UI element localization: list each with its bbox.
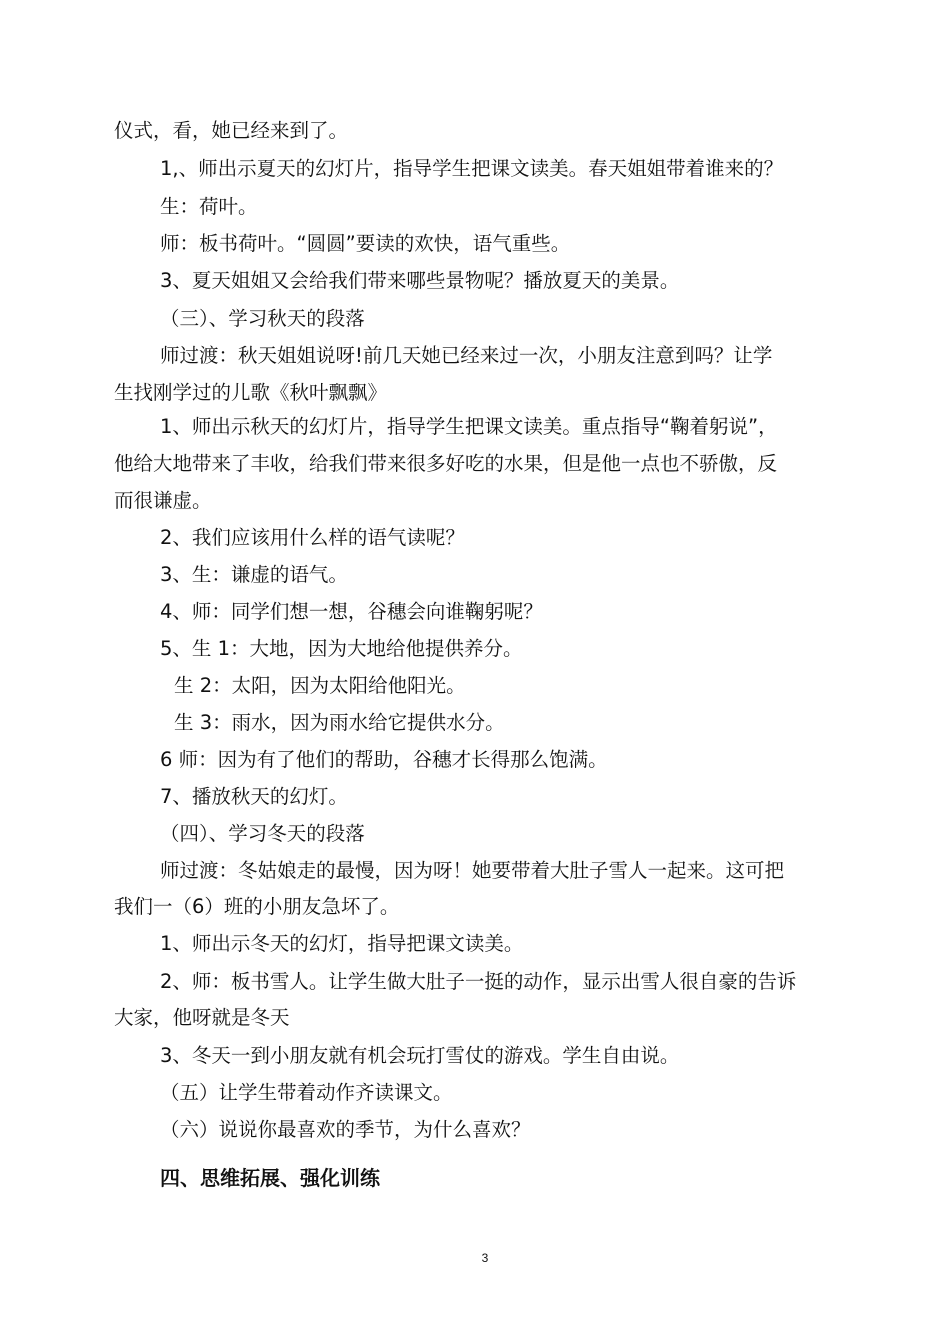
- text-line: 师：板书荷叶。“圆圆”要读的欢快，语气重些。: [160, 232, 571, 255]
- text-line: 2、我们应该用什么样的语气读呢？: [160, 526, 465, 549]
- text-line: 6 师：因为有了他们的帮助，谷穗才长得那么饱满。: [160, 748, 608, 771]
- text-line: 他给大地带来了丰收，给我们带来很多好吃的水果，但是他一点也不骄傲，反: [114, 452, 778, 475]
- text-line: 3、冬天一到小朋友就有机会玩打雪仗的游戏。学生自由说。: [160, 1044, 680, 1067]
- section-subheading: （五）让学生带着动作齐读课文。: [160, 1081, 453, 1104]
- text-line: 而很谦虚。: [114, 489, 212, 512]
- section-subheading: （四）、学习冬天的段落: [160, 822, 365, 845]
- text-line: 仪式，看，她已经来到了。: [114, 119, 349, 142]
- text-line: 3、生：谦虚的语气。: [160, 563, 348, 586]
- section-heading: 四、思维拓展、强化训练: [160, 1166, 380, 1190]
- text-line: 生找刚学过的儿歌《秋叶飘飘》: [114, 381, 388, 404]
- section-subheading: （六）说说你最喜欢的季节，为什么喜欢？: [160, 1118, 531, 1141]
- section-subheading: （三）、学习秋天的段落: [160, 307, 365, 330]
- text-line: 7、播放秋天的幻灯。: [160, 785, 348, 808]
- text-line: 3、夏天姐姐又会给我们带来哪些景物呢？播放夏天的美景。: [160, 269, 680, 292]
- text-line: 1,、师出示夏天的幻灯片，指导学生把课文读美。春天姐姐带着谁来的？: [160, 157, 784, 180]
- text-line: 生 2：太阳，因为太阳给他阳光。: [174, 674, 466, 697]
- text-line: 师过渡：冬姑娘走的最慢，因为呀！她要带着大肚子雪人一起来。这可把: [160, 859, 785, 882]
- text-line: 我们一（6）班的小朋友急坏了。: [114, 895, 400, 918]
- page-number: 3: [481, 1251, 489, 1265]
- text-line: 生 3：雨水，因为雨水给它提供水分。: [174, 711, 505, 734]
- text-line: 1、师出示冬天的幻灯，指导把课文读美。: [160, 932, 524, 955]
- text-line: 生：荷叶。: [160, 195, 258, 218]
- text-line: 大家，他呀就是冬天: [114, 1006, 290, 1029]
- text-line: 2、师：板书雪人。让学生做大肚子一挺的动作，显示出雪人很自豪的告诉: [160, 970, 797, 993]
- text-line: 5、生 1：大地，因为大地给他提供养分。: [160, 637, 523, 660]
- text-line: 4、师：同学们想一想，谷穗会向谁鞠躬呢？: [160, 600, 543, 623]
- text-line: 1、师出示秋天的幻灯片，指导学生把课文读美。重点指导“鞠着躬说”，: [160, 415, 778, 438]
- text-line: 师过渡：秋天姐姐说呀!前几天她已经来过一次，小朋友注意到吗？让学: [160, 344, 773, 367]
